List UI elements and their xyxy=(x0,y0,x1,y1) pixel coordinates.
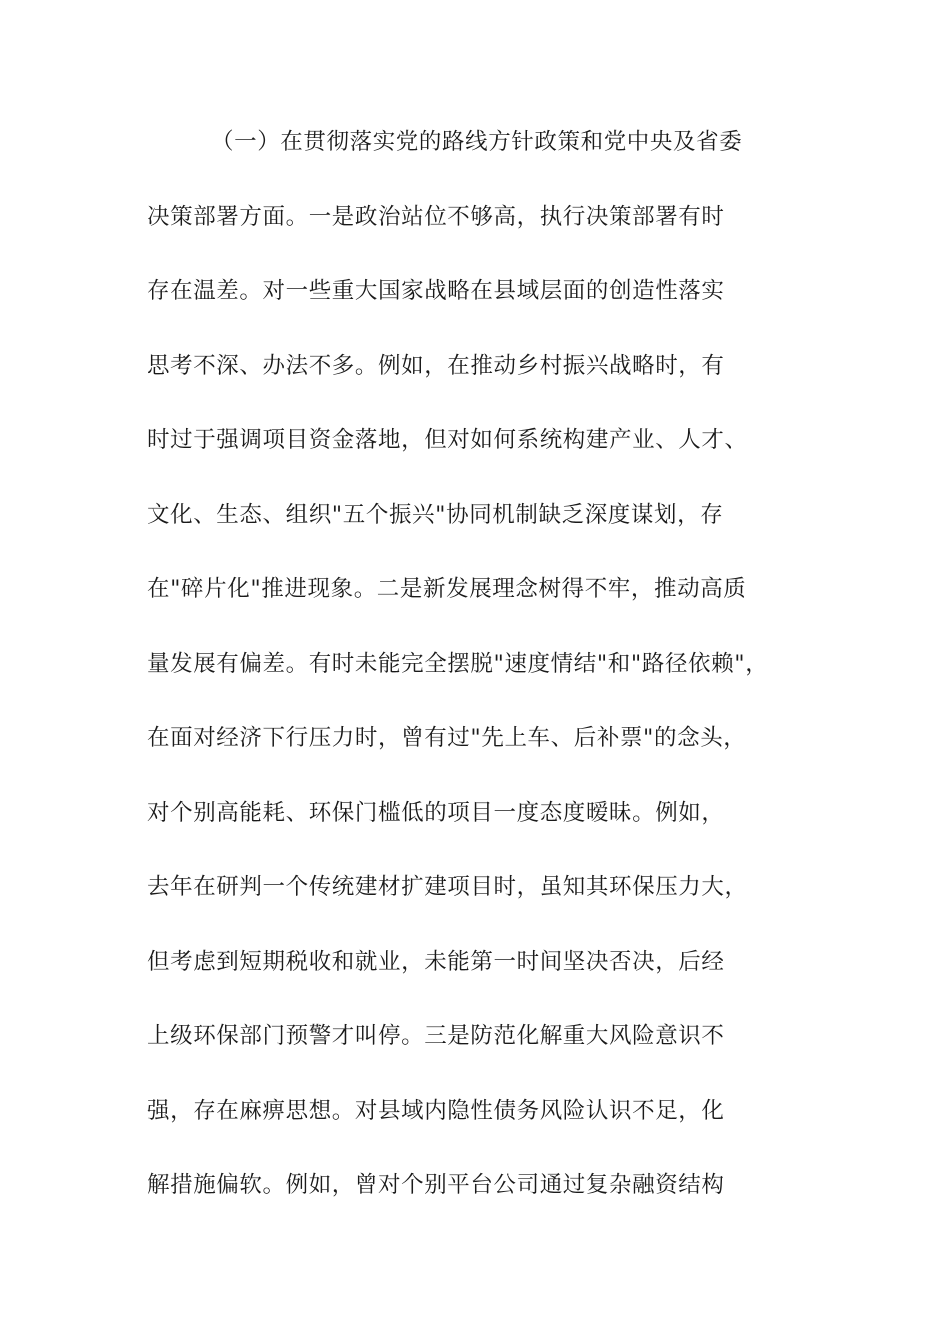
text-line: （一）在贯彻落实党的路线方针政策和党中央及省委 xyxy=(211,129,743,155)
text-line: 强，存在麻痹思想。对县域内隐性债务风险认识不足，化 xyxy=(147,1097,725,1124)
text-line: 时过于强调项目资金落地，但对如何系统构建产业、人才、 xyxy=(147,427,748,453)
text-line: 对个别高能耗、环保门槛低的项目一度态度暧昧。例如， xyxy=(147,799,725,826)
text-line: 文化、生态、组织"五个振兴"协同机制缺乏深度谋划，存 xyxy=(147,501,724,528)
text-line: 决策部署方面。一是政治站位不够高，执行决策部署有时 xyxy=(147,203,725,230)
text-line: 量发展有偏差。有时未能完全摆脱"速度情结"和"路径依赖"， xyxy=(147,650,769,677)
text-line: 在"碎片化"推进现象。二是新发展理念树得不牢，推动高质 xyxy=(147,576,747,602)
body-paragraph xyxy=(147,118,827,1236)
text-line: 上级环保部门预警才叫停。三是防范化解重大风险意识不 xyxy=(147,1023,725,1049)
text-line: 解措施偏软。例如，曾对个别平台公司通过复杂融资结构 xyxy=(147,1172,725,1198)
text-line: 存在温差。对一些重大国家战略在县域层面的创造性落实 xyxy=(147,278,725,304)
text-line: 在面对经济下行压力时，曾有过"先上车、后补票"的念头， xyxy=(147,725,747,751)
text-line: 去年在研判一个传统建材扩建项目时，虽知其环保压力大， xyxy=(147,874,748,900)
text-line: 但考虑到短期税收和就业，未能第一时间坚决否决，后经 xyxy=(147,948,725,975)
text-line: 思考不深、办法不多。例如，在推动乡村振兴战略时，有 xyxy=(147,352,725,379)
